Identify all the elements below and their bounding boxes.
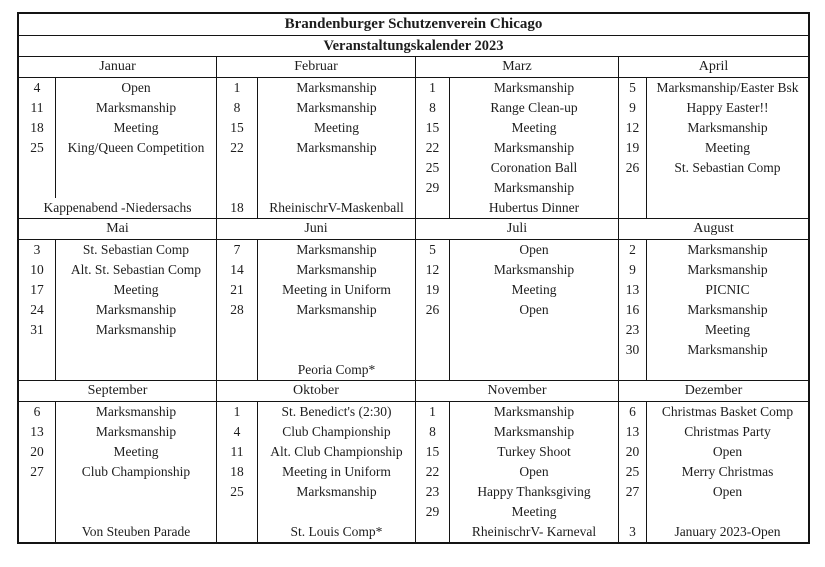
event-row — [217, 240, 415, 260]
date-cell: 3 — [619, 522, 647, 542]
date-cell — [19, 158, 56, 178]
date-cell: 11 — [217, 442, 258, 462]
date-cell: 30 — [619, 340, 647, 360]
event-cell: Marksmanship — [296, 140, 377, 155]
event-cell: Meeting — [314, 120, 359, 135]
event-cell: Marksmanship — [95, 424, 177, 439]
date-cell: 15 — [416, 118, 450, 138]
event-cell — [56, 340, 216, 360]
event-cell — [56, 482, 216, 502]
event-row — [619, 280, 808, 300]
event-cell: St. Louis Comp* — [290, 524, 383, 539]
event-cell: Open — [519, 242, 549, 257]
month-block — [416, 57, 619, 219]
event-row — [619, 462, 808, 482]
event-row — [619, 320, 808, 340]
date-cell: 12 — [416, 260, 450, 280]
event-row — [416, 360, 618, 380]
date-cell: 16 — [619, 300, 647, 320]
event-cell: Marksmanship — [687, 302, 768, 317]
event-row — [217, 402, 415, 422]
date-cell: 10 — [19, 260, 56, 280]
event-row — [416, 240, 618, 260]
event-cell: Meeting — [705, 140, 750, 155]
date-cell — [217, 360, 258, 380]
month-block — [217, 57, 416, 219]
event-row — [19, 462, 216, 482]
date-cell: 25 — [19, 138, 56, 158]
event-cell: King/Queen Competition — [67, 140, 205, 155]
event-row — [19, 78, 216, 98]
event-row — [217, 178, 415, 198]
date-cell — [19, 340, 56, 360]
event-row — [416, 78, 618, 98]
month-block — [416, 381, 619, 542]
event-row — [416, 522, 618, 542]
month-header: Mai — [19, 219, 216, 240]
date-cell — [19, 360, 56, 380]
date-cell: 9 — [619, 98, 647, 118]
month-block — [19, 57, 217, 219]
event-cell: PICNIC — [705, 282, 750, 297]
date-cell: 1 — [416, 402, 450, 422]
event-row — [19, 360, 216, 380]
event-cell: Marksmanship — [493, 262, 575, 277]
event-row — [619, 422, 808, 442]
event-row — [416, 158, 618, 178]
event-cell — [450, 340, 618, 360]
date-cell: 15 — [217, 118, 258, 138]
event-cell: Marksmanship — [493, 140, 575, 155]
date-cell — [217, 522, 258, 542]
event-row — [619, 98, 808, 118]
month-header: August — [619, 219, 808, 240]
event-cell: Marksmanship — [493, 180, 575, 195]
event-row — [19, 198, 216, 218]
date-cell: 13 — [619, 280, 647, 300]
event-cell: Happy Easter!! — [686, 100, 769, 115]
event-cell — [450, 360, 618, 380]
event-cell: Marksmanship — [95, 302, 177, 317]
event-cell: Open — [519, 464, 549, 479]
event-cell: Alt. Club Championship — [270, 444, 403, 459]
event-row — [619, 118, 808, 138]
event-cell: Marksmanship — [95, 100, 177, 115]
event-cell: Meeting — [511, 504, 557, 519]
date-cell: 22 — [416, 138, 450, 158]
date-cell: 26 — [416, 300, 450, 320]
event-cell: Marksmanship — [493, 404, 575, 419]
month-header: Juni — [217, 219, 415, 240]
date-cell: 12 — [619, 118, 647, 138]
event-cell: Hubertus Dinner — [488, 200, 580, 215]
date-cell: 25 — [416, 158, 450, 178]
event-cell — [258, 158, 415, 178]
event-row — [217, 320, 415, 340]
date-cell: 27 — [619, 482, 647, 502]
event-cell: Marksmanship — [296, 80, 377, 95]
event-cell — [258, 502, 415, 522]
event-cell — [647, 360, 808, 380]
month-header: September — [19, 381, 216, 402]
event-row — [19, 260, 216, 280]
event-row — [217, 442, 415, 462]
event-row — [619, 300, 808, 320]
event-cell: Meeting in Uniform — [282, 464, 391, 479]
event-row — [416, 118, 618, 138]
months-grid — [19, 57, 808, 542]
event-cell — [258, 340, 415, 360]
event-row — [619, 260, 808, 280]
event-row — [217, 422, 415, 442]
event-row — [416, 482, 618, 502]
date-cell — [619, 178, 647, 198]
event-row — [619, 402, 808, 422]
event-cell: Marksmanship — [296, 302, 377, 317]
event-cell: Marksmanship — [687, 242, 768, 257]
event-row — [19, 240, 216, 260]
month-block — [19, 219, 217, 381]
date-cell: 9 — [619, 260, 647, 280]
date-cell: 14 — [217, 260, 258, 280]
event-cell — [56, 178, 216, 198]
event-cell: Club Championship — [81, 464, 191, 479]
event-cell: St. Sebastian Comp — [82, 242, 190, 257]
event-cell: RheinischrV- Karneval — [471, 524, 597, 539]
event-row — [619, 482, 808, 502]
date-cell: 27 — [19, 462, 56, 482]
event-row — [217, 118, 415, 138]
event-cell: Marksmanship/Easter Bsk — [656, 80, 799, 95]
event-cell: RheinischrV-Maskenball — [269, 200, 404, 215]
event-cell: Meeting — [113, 282, 159, 297]
date-cell — [217, 158, 258, 178]
date-cell: 29 — [416, 502, 450, 522]
month-block — [619, 381, 808, 542]
event-row — [416, 340, 618, 360]
event-cell: Marksmanship — [296, 100, 377, 115]
date-cell: 11 — [19, 98, 56, 118]
date-cell: 4 — [217, 422, 258, 442]
event-cell: Open — [519, 302, 549, 317]
date-cell: 28 — [217, 300, 258, 320]
event-row — [416, 260, 618, 280]
event-cell: Marksmanship — [296, 262, 377, 277]
event-row — [217, 280, 415, 300]
date-cell: 25 — [217, 482, 258, 502]
date-cell — [19, 502, 56, 522]
event-cell: Meeting — [113, 120, 159, 135]
date-cell: 26 — [619, 158, 647, 178]
date-cell: 5 — [416, 240, 450, 260]
event-row — [619, 240, 808, 260]
event-row — [619, 138, 808, 158]
event-row — [19, 320, 216, 340]
event-row — [416, 198, 618, 218]
event-cell: Marksmanship — [493, 80, 575, 95]
event-cell: Peoria Comp* — [297, 362, 376, 377]
event-row — [416, 402, 618, 422]
month-header: Dezember — [619, 381, 808, 402]
date-cell: 20 — [619, 442, 647, 462]
date-cell: 8 — [217, 98, 258, 118]
event-cell: Meeting — [113, 444, 159, 459]
event-cell: Turkey Shoot — [497, 444, 571, 459]
date-cell: 2 — [619, 240, 647, 260]
date-cell: 20 — [19, 442, 56, 462]
event-row — [217, 138, 415, 158]
date-cell — [217, 340, 258, 360]
event-row — [217, 300, 415, 320]
event-cell: Von Steuben Parade — [81, 524, 191, 539]
event-row — [619, 78, 808, 98]
event-row — [19, 402, 216, 422]
date-cell: 19 — [416, 280, 450, 300]
event-cell — [258, 320, 415, 340]
date-cell — [416, 340, 450, 360]
date-cell — [19, 482, 56, 502]
date-cell: 3 — [19, 240, 56, 260]
date-cell — [619, 198, 647, 218]
event-row — [619, 340, 808, 360]
event-row — [619, 178, 808, 198]
event-row — [619, 198, 808, 218]
event-cell — [450, 320, 618, 340]
date-cell: 13 — [19, 422, 56, 442]
event-row — [217, 158, 415, 178]
date-cell — [619, 502, 647, 522]
month-header: Februar — [217, 57, 415, 78]
event-cell: Marksmanship — [95, 322, 177, 337]
date-cell: 4 — [19, 78, 56, 98]
month-header: November — [416, 381, 618, 402]
event-row — [19, 98, 216, 118]
date-cell: 25 — [619, 462, 647, 482]
date-cell — [217, 178, 258, 198]
event-row — [416, 280, 618, 300]
event-cell: Open — [712, 444, 743, 459]
event-row — [19, 442, 216, 462]
event-row — [19, 422, 216, 442]
event-cell — [258, 178, 415, 198]
date-cell: 1 — [416, 78, 450, 98]
event-row — [619, 442, 808, 462]
month-header: Marz — [416, 57, 618, 78]
event-cell — [56, 502, 216, 522]
month-block — [416, 219, 619, 381]
event-cell: Meeting in Uniform — [282, 282, 391, 297]
event-cell: Coronation Ball — [490, 160, 578, 175]
date-cell: 17 — [19, 280, 56, 300]
event-row — [416, 178, 618, 198]
event-row — [619, 360, 808, 380]
event-row — [217, 360, 415, 380]
date-cell: 19 — [619, 138, 647, 158]
event-row — [19, 502, 216, 522]
event-cell — [56, 360, 216, 380]
event-row — [416, 320, 618, 340]
event-cell: Christmas Basket Comp — [661, 404, 794, 419]
event-cell: Merry Christmas — [681, 464, 774, 479]
date-cell: 18 — [217, 462, 258, 482]
event-row — [217, 522, 415, 542]
event-cell: January 2023-Open — [674, 524, 781, 539]
month-block — [619, 57, 808, 219]
date-cell: 31 — [19, 320, 56, 340]
event-cell — [647, 502, 808, 522]
event-row — [416, 300, 618, 320]
date-cell — [217, 502, 258, 522]
event-row — [217, 260, 415, 280]
event-row — [619, 502, 808, 522]
event-cell: Open — [121, 80, 151, 95]
event-row — [416, 502, 618, 522]
date-cell — [217, 320, 258, 340]
date-cell: 6 — [619, 402, 647, 422]
date-cell: 18 — [217, 198, 258, 218]
date-cell: 22 — [217, 138, 258, 158]
event-cell: Happy Thanksgiving — [477, 484, 591, 499]
event-row — [217, 482, 415, 502]
event-row — [217, 502, 415, 522]
month-block — [217, 381, 416, 542]
event-row — [19, 522, 216, 542]
event-row — [19, 138, 216, 158]
event-row — [416, 98, 618, 118]
event-cell: Marksmanship — [95, 404, 177, 419]
month-header: Januar — [19, 57, 216, 78]
event-cell: Alt. St. Sebastian Comp — [70, 262, 202, 277]
date-cell: 6 — [19, 402, 56, 422]
event-cell: Meeting — [705, 322, 750, 337]
event-row — [19, 178, 216, 198]
event-cell — [56, 158, 216, 178]
date-cell: 15 — [416, 442, 450, 462]
event-cell: Marksmanship — [687, 262, 768, 277]
event-cell — [647, 198, 808, 218]
event-row — [19, 158, 216, 178]
date-cell — [416, 360, 450, 380]
date-cell: 23 — [619, 320, 647, 340]
month-block — [619, 219, 808, 381]
event-row — [217, 98, 415, 118]
event-cell: Marksmanship — [687, 342, 768, 357]
event-cell: Meeting — [511, 282, 557, 297]
date-cell: 5 — [619, 78, 647, 98]
date-cell: 21 — [217, 280, 258, 300]
date-cell: 7 — [217, 240, 258, 260]
date-cell: 24 — [19, 300, 56, 320]
event-row — [217, 340, 415, 360]
calendar-year-subtitle: Veranstaltungskalender 2023 — [19, 36, 808, 57]
date-cell — [416, 198, 450, 218]
event-row — [619, 158, 808, 178]
date-cell — [619, 360, 647, 380]
event-row — [217, 78, 415, 98]
event-cell: Meeting — [511, 120, 557, 135]
month-header: April — [619, 57, 808, 78]
month-header: Oktober — [217, 381, 415, 402]
event-row — [19, 118, 216, 138]
event-row — [619, 522, 808, 542]
event-cell: Kappenabend -Niedersachs — [43, 200, 192, 215]
date-cell: 1 — [217, 78, 258, 98]
date-cell — [416, 522, 450, 542]
event-cell: St. Benedict's (2:30) — [281, 404, 392, 419]
event-row — [416, 462, 618, 482]
event-cell: Range Clean-up — [490, 100, 578, 115]
event-row — [416, 422, 618, 442]
date-cell: 8 — [416, 98, 450, 118]
date-cell: 18 — [19, 118, 56, 138]
month-header: Juli — [416, 219, 618, 240]
event-row — [217, 462, 415, 482]
date-cell: 8 — [416, 422, 450, 442]
month-block — [217, 219, 416, 381]
date-cell — [19, 522, 56, 542]
date-cell: 23 — [416, 482, 450, 502]
event-row — [19, 482, 216, 502]
event-row — [416, 442, 618, 462]
event-cell: St. Sebastian Comp — [674, 160, 781, 175]
date-cell: 22 — [416, 462, 450, 482]
event-cell — [647, 178, 808, 198]
date-cell: 29 — [416, 178, 450, 198]
event-row — [416, 138, 618, 158]
event-row — [19, 340, 216, 360]
event-row — [217, 198, 415, 218]
event-cell: Marksmanship — [493, 424, 575, 439]
event-calendar-table — [17, 12, 810, 544]
event-cell: Marksmanship — [687, 120, 768, 135]
event-cell: Club Championship — [282, 424, 391, 439]
date-cell: 13 — [619, 422, 647, 442]
date-cell — [416, 320, 450, 340]
club-title: Brandenburger Schutzenverein Chicago — [19, 14, 808, 36]
event-cell: Marksmanship — [296, 242, 377, 257]
date-cell: 1 — [217, 402, 258, 422]
event-cell: Christmas Party — [684, 424, 771, 439]
event-cell: Marksmanship — [296, 484, 377, 499]
event-row — [19, 300, 216, 320]
event-row — [19, 280, 216, 300]
event-cell: Open — [712, 484, 743, 499]
date-cell — [19, 178, 56, 198]
month-block — [19, 381, 217, 542]
